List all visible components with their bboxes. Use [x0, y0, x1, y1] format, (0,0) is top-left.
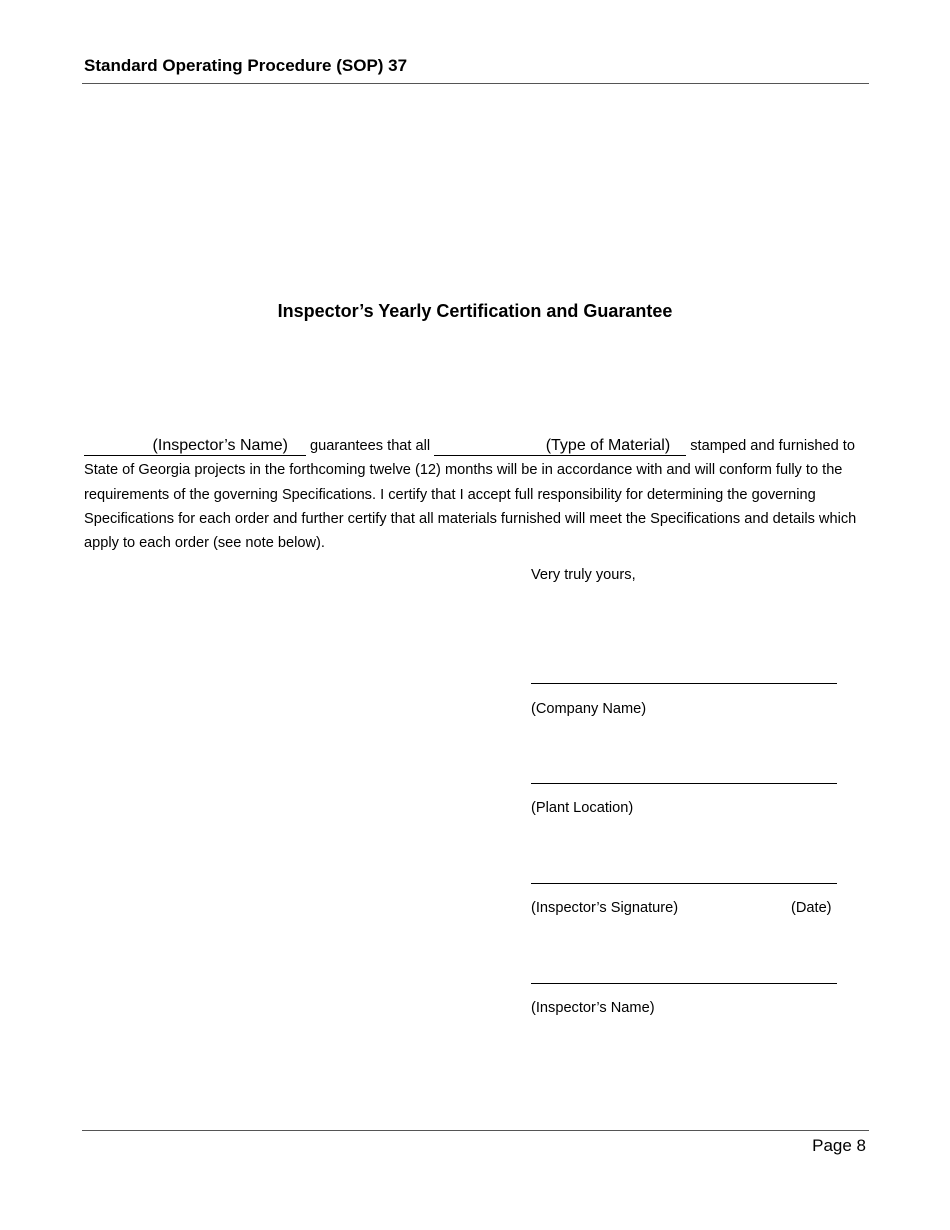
date-label: (Date) [791, 900, 832, 916]
material-type-placeholder: (Type of Material) [545, 437, 671, 454]
inspector-name-label: (Inspector’s Name) [531, 1000, 655, 1016]
inspector-name-line [531, 983, 837, 984]
closing-salutation: Very truly yours, [531, 567, 636, 583]
paragraph-text-2: stamped and furnished to State of Georgia projects in the forthcoming twelve (12) months will be in accordance with and will conform fully to the requirements of the governing Specifications. I certify that I accept full responsibility for determining the governing Specifications for each order and further certify that all materials furnished will meet the Specifications and details which apply to each order (see note below). [84, 438, 857, 552]
company-name-line [531, 683, 837, 684]
inspector-name-placeholder: (Inspector’s Name) [152, 437, 288, 454]
footer-divider [82, 1130, 869, 1131]
inspector-name-blank [84, 437, 306, 456]
document-title: Inspector’s Yearly Certification and Guarantee [277, 301, 673, 321]
inspector-signature-label: (Inspector’s Signature) [531, 900, 679, 916]
paragraph-text-1: guarantees that all [306, 438, 435, 454]
header-divider [82, 83, 869, 84]
page-header-title: Standard Operating Procedure (SOP) 37 [84, 56, 408, 75]
company-name-label: (Company Name) [531, 701, 647, 717]
page-number: Page 8 [812, 1136, 866, 1155]
plant-location-label: (Plant Location) [531, 800, 634, 816]
certification-paragraph [84, 434, 868, 555]
inspector-signature-line [531, 883, 837, 884]
material-type-blank [434, 437, 686, 456]
plant-location-line [531, 783, 837, 784]
